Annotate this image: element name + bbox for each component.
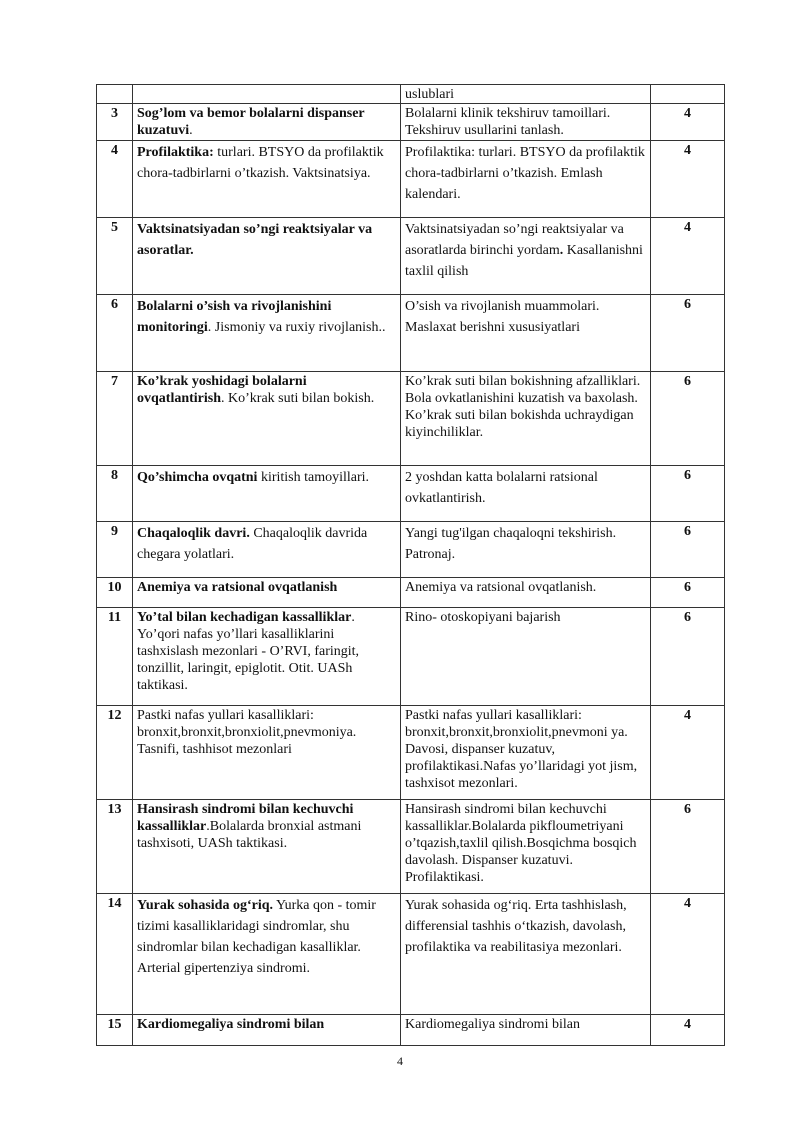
row-number: 9 bbox=[97, 522, 133, 578]
table-row bbox=[97, 295, 725, 372]
practice-cell bbox=[401, 85, 651, 104]
topic-cell bbox=[133, 85, 401, 104]
topic-text-segment: Chaqaloqlik davrida chegara yolatlari. bbox=[137, 526, 368, 562]
practice-text-segment: Anemiya va ratsional ovqatlanish. bbox=[405, 580, 597, 595]
practice-cell bbox=[401, 706, 651, 800]
hours-cell: 6 bbox=[651, 295, 725, 372]
page-number: 4 bbox=[397, 1054, 403, 1068]
topic-text-segment: . Jismoniy va ruxiy rivojlanish.. bbox=[207, 320, 386, 335]
practice-text-segment: Ko’krak suti bilan bokishning afzalliklari. Bola ovkatlanishini kuzatish va baxolash. Ko’krak suti bilan bokishda uchraydigan kiyinchiliklar. bbox=[405, 374, 641, 440]
table-row bbox=[97, 706, 725, 800]
practice-cell bbox=[401, 578, 651, 608]
practice-text-segment: 2 yoshdan katta bolalarni ratsional ovkatlantirish. bbox=[405, 470, 598, 506]
practice-cell bbox=[401, 800, 651, 894]
table-row bbox=[97, 141, 725, 218]
hours-cell: 4 bbox=[651, 104, 725, 141]
row-number: 5 bbox=[97, 218, 133, 295]
practice-text-segment: Kardiomegaliya sindromi bilan bbox=[405, 1017, 580, 1032]
topic-text-segment: . Yo’qori nafas yo’llari kasalliklarini tashxislash mezonlari - O’RVI, faringit, tonzillit, laringit, epiglotit. Otit. UASh taktikasi. bbox=[137, 610, 360, 693]
hours-cell: 6 bbox=[651, 608, 725, 706]
topic-text-segment: .Bolalarda bronxial astmani tashxisoti, UASh taktikasi. bbox=[137, 819, 362, 851]
practice-cell bbox=[401, 141, 651, 218]
topic-cell bbox=[133, 800, 401, 894]
topic-text-segment: Qo’shimcha ovqatni bbox=[137, 470, 258, 485]
hours-cell: 6 bbox=[651, 466, 725, 522]
hours-cell: 4 bbox=[651, 894, 725, 1015]
practice-text-segment: Kasallanishni taxlil qilish bbox=[405, 243, 643, 279]
practice-cell bbox=[401, 608, 651, 706]
practice-text-segment: Pastki nafas yullari kasalliklari: bronxit,bronxit,bronxiolit,pnevmoni ya. Davosi, dispanser kuzatuv, profilaktikasi.Nafas yo’llaridagi yot jism, tashxisot mezonlari. bbox=[405, 708, 638, 791]
topic-text-segment: Bolalarni o’sish va rivojlanishini monitoringi bbox=[137, 299, 332, 335]
topic-text-segment: Anemiya va ratsional ovqatlanish bbox=[137, 580, 338, 595]
topic-cell bbox=[133, 218, 401, 295]
row-number: 8 bbox=[97, 466, 133, 522]
row-number: 12 bbox=[97, 706, 133, 800]
practice-text-segment: Bolalarni klinik tekshiruv tamoillari. Tekshiruv usullarini tanlash. bbox=[405, 106, 611, 138]
topic-cell bbox=[133, 522, 401, 578]
row-number: 6 bbox=[97, 295, 133, 372]
topic-cell bbox=[133, 295, 401, 372]
hours-cell: 6 bbox=[651, 522, 725, 578]
row-number: 10 bbox=[97, 578, 133, 608]
topic-text-segment: . bbox=[189, 123, 193, 138]
topic-cell bbox=[133, 141, 401, 218]
table-row bbox=[97, 522, 725, 578]
table-row bbox=[97, 466, 725, 522]
topic-text-segment: . Ko’krak suti bilan bokish. bbox=[221, 391, 375, 406]
row-number: 7 bbox=[97, 372, 133, 466]
table-row bbox=[97, 85, 725, 104]
topic-text-segment: Profilaktika: bbox=[137, 145, 214, 160]
hours-cell: 6 bbox=[651, 800, 725, 894]
practice-text-segment: Rino- otoskopiyani bajarish bbox=[405, 610, 561, 625]
topic-cell bbox=[133, 706, 401, 800]
hours-cell: 4 bbox=[651, 706, 725, 800]
curriculum-table bbox=[96, 84, 725, 1046]
topic-text-segment: Sog’lom va bemor bolalarni dispanser kuzatuvi bbox=[137, 106, 365, 138]
topic-text-segment: kiritish tamoyillari. bbox=[257, 470, 370, 485]
topic-cell bbox=[133, 104, 401, 141]
hours-cell bbox=[651, 85, 725, 104]
topic-text-segment: Kardiomegaliya sindromi bilan bbox=[137, 1017, 325, 1032]
practice-cell bbox=[401, 522, 651, 578]
row-number: 4 bbox=[97, 141, 133, 218]
row-number: 13 bbox=[97, 800, 133, 894]
topic-text-segment: Yurka qon - tomir tizimi kasalliklaridagi sindromlar, shu sindromlar bilan kechadigan kasalliklar. Arterial gipertenziya sindromi. bbox=[137, 898, 376, 976]
row-number: 14 bbox=[97, 894, 133, 1015]
practice-text-segment: O’sish va rivojlanish muammolari. Maslaxat berishni xususiyatlari bbox=[405, 299, 600, 335]
practice-text-segment: Profilaktika: turlari. BTSYO da profilaktik chora-tadbirlarni o’tkazish. Emlash kalendari. bbox=[405, 145, 645, 202]
curriculum-table-body bbox=[97, 85, 725, 1046]
table-row bbox=[97, 104, 725, 141]
topic-text-segment: Pastki nafas yullari kasalliklari: bronxit,bronxit,bronxiolit,pnevmoniya. Tasnifi, tashhisot mezonlari bbox=[137, 708, 357, 757]
table-row bbox=[97, 800, 725, 894]
practice-cell bbox=[401, 894, 651, 1015]
topic-text-segment: Chaqaloqlik davri. bbox=[137, 526, 250, 541]
topic-text-segment: Yurak sohasida og‘riq. bbox=[137, 898, 274, 913]
row-number: 15 bbox=[97, 1015, 133, 1046]
practice-cell bbox=[401, 1015, 651, 1046]
hours-cell: 6 bbox=[651, 578, 725, 608]
topic-cell bbox=[133, 608, 401, 706]
hours-cell: 4 bbox=[651, 1015, 725, 1046]
practice-cell bbox=[401, 295, 651, 372]
hours-cell: 6 bbox=[651, 372, 725, 466]
practice-text-segment: Hansirash sindromi bilan kechuvchi kassalliklar.Bolalarda pikfloumetriyani o’tqazish,taxlil qilish.Bosqichma bosqich davolash. Dispanser kuzatuvi. Profilaktikasi. bbox=[405, 802, 637, 885]
topic-cell bbox=[133, 372, 401, 466]
hours-cell: 4 bbox=[651, 141, 725, 218]
topic-cell bbox=[133, 578, 401, 608]
topic-text-segment: Vaktsinatsiyadan so’ngi reaktsiyalar va asoratlar. bbox=[137, 222, 373, 258]
practice-text-segment: . bbox=[559, 243, 564, 258]
topic-text-segment: Yo’tal bilan kechadigan kassalliklar bbox=[137, 610, 352, 625]
table-row bbox=[97, 608, 725, 706]
table-row bbox=[97, 578, 725, 608]
practice-text-segment: Yangi tug'ilgan chaqaloqni tekshirish. Patronaj. bbox=[405, 526, 617, 562]
hours-cell: 4 bbox=[651, 218, 725, 295]
row-number: 3 bbox=[97, 104, 133, 141]
topic-cell bbox=[133, 894, 401, 1015]
practice-cell bbox=[401, 104, 651, 141]
topic-text-segment: Hansirash sindromi bilan kechuvchi kassalliklar bbox=[137, 802, 354, 834]
row-number: 11 bbox=[97, 608, 133, 706]
row-number bbox=[97, 85, 133, 104]
practice-text-segment: Vaktsinatsiyadan so’ngi reaktsiyalar va asoratlarda birinchi yordam bbox=[405, 222, 624, 258]
topic-cell bbox=[133, 1015, 401, 1046]
table-row bbox=[97, 1015, 725, 1046]
practice-cell bbox=[401, 466, 651, 522]
topic-text-segment: Ko’krak yoshidagi bolalarni ovqatlantirish bbox=[137, 374, 307, 406]
topic-cell bbox=[133, 466, 401, 522]
table-row bbox=[97, 372, 725, 466]
table-row bbox=[97, 894, 725, 1015]
practice-cell bbox=[401, 372, 651, 466]
practice-cell bbox=[401, 218, 651, 295]
table-row bbox=[97, 218, 725, 295]
practice-text-segment: uslublari bbox=[405, 87, 454, 102]
topic-text-segment: turlari. BTSYO da profilaktik chora-tadbirlarni o’tkazish. Vaktsinatsiya. bbox=[137, 145, 384, 181]
practice-text-segment: Yurak sohasida og‘riq. Erta tashhislash, differensial tashhis o‘tkazish, davolash, profilaktika va reabilitasiya mezonlari. bbox=[405, 898, 627, 955]
